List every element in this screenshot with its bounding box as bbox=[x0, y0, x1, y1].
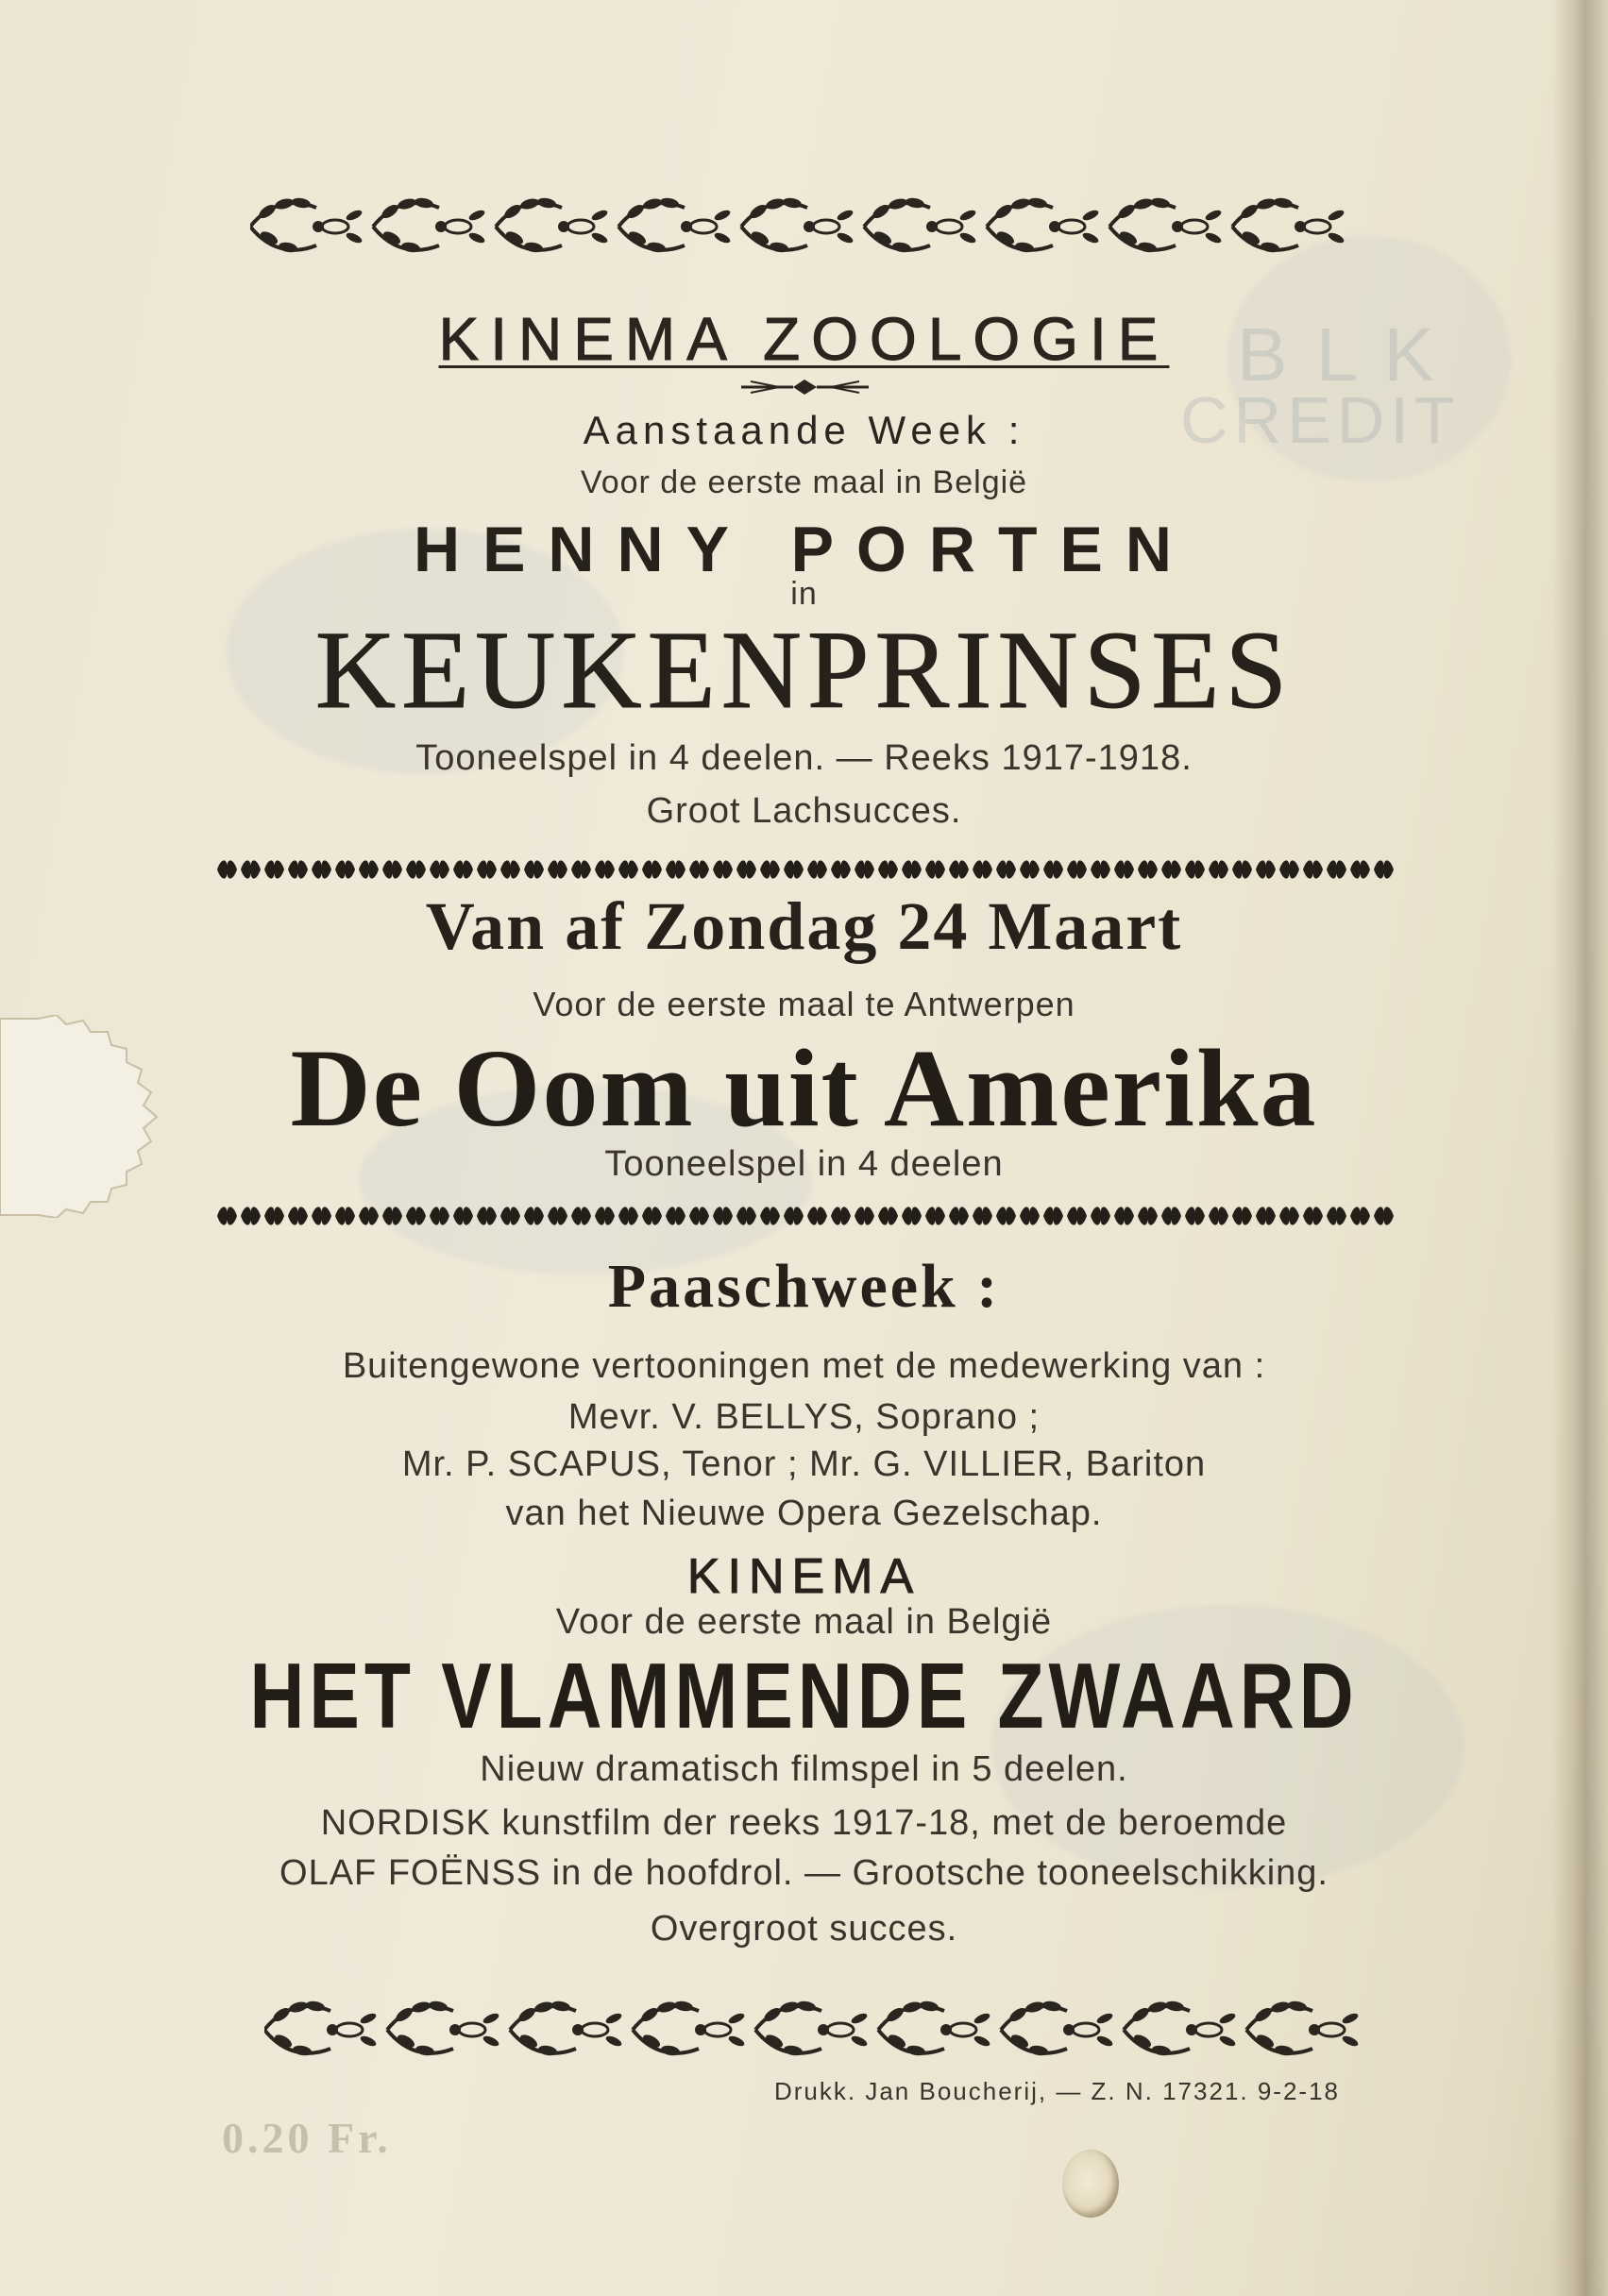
top-floral-ornament bbox=[250, 179, 1360, 274]
film1-in: in bbox=[790, 576, 818, 612]
easter-line-4: van het Nieuwe Opera Gezelschap. bbox=[505, 1494, 1103, 1533]
diamond-divider bbox=[215, 1199, 1396, 1233]
film2-intro: Voor de eerste maal te Antwerpen bbox=[533, 985, 1075, 1023]
film2-description: Tooneelspel in 4 deelen bbox=[604, 1144, 1004, 1184]
film1-title: KEUKENPRINSES bbox=[314, 608, 1294, 732]
film1-note: Groot Lachsucces. bbox=[646, 791, 962, 831]
film3-description-3: OLAF FOËNSS in de hoofdrol. — Grootsche tooneelschikking. bbox=[279, 1853, 1329, 1893]
easter-line-2: Mevr. V. BELLYS, Soprano ; bbox=[567, 1397, 1041, 1437]
punched-hole bbox=[1062, 2150, 1119, 2218]
cinema-title: KINEMA ZOOLOGIE bbox=[438, 305, 1170, 373]
easter-week-heading: Paaschweek : bbox=[607, 1252, 1001, 1321]
film1-star: HENNY PORTEN bbox=[413, 514, 1195, 585]
film3-description-1: Nieuw dramatisch filmspel in 5 deelen. bbox=[480, 1749, 1128, 1789]
film3-description-2: NORDISK kunstfilm der reeks 1917-18, met de beroemde bbox=[320, 1803, 1288, 1843]
title-flourish bbox=[741, 376, 869, 398]
bleed-through-text: B L K bbox=[1237, 312, 1438, 397]
bleed-through-text: CREDIT bbox=[1180, 383, 1461, 457]
easter-line-1: Buitengewone vertooningen met de medewerking van : bbox=[342, 1346, 1266, 1386]
film1-description: Tooneelspel in 4 deelen. — Reeks 1917-1918. bbox=[415, 738, 1193, 778]
film3-intro: Voor de eerste maal in België bbox=[555, 1602, 1053, 1642]
printer-imprint: Drukk. Jan Boucherij, — Z. N. 17321. 9-2-18 bbox=[774, 2077, 1341, 2105]
film1-intro: Voor de eerste maal in België bbox=[580, 464, 1028, 500]
price-stamp: 0.20 Fr. bbox=[222, 2114, 392, 2162]
diamond-divider bbox=[215, 853, 1396, 886]
bottom-floral-ornament bbox=[264, 1983, 1374, 2077]
upcoming-week-heading: Aanstaande Week : bbox=[583, 408, 1025, 452]
film3-title: HET VLAMMENDE ZWAARD bbox=[249, 1644, 1359, 1747]
film3-cinema: KINEMA bbox=[686, 1549, 922, 1604]
film3-note: Overgroot succes. bbox=[650, 1909, 958, 1949]
easter-line-3: Mr. P. SCAPUS, Tenor ; Mr. G. VILLIER, Bariton bbox=[401, 1444, 1207, 1484]
film2-title: De Oom uit Amerika bbox=[290, 1026, 1318, 1150]
film2-date: Van af Zondag 24 Maart bbox=[425, 888, 1183, 964]
